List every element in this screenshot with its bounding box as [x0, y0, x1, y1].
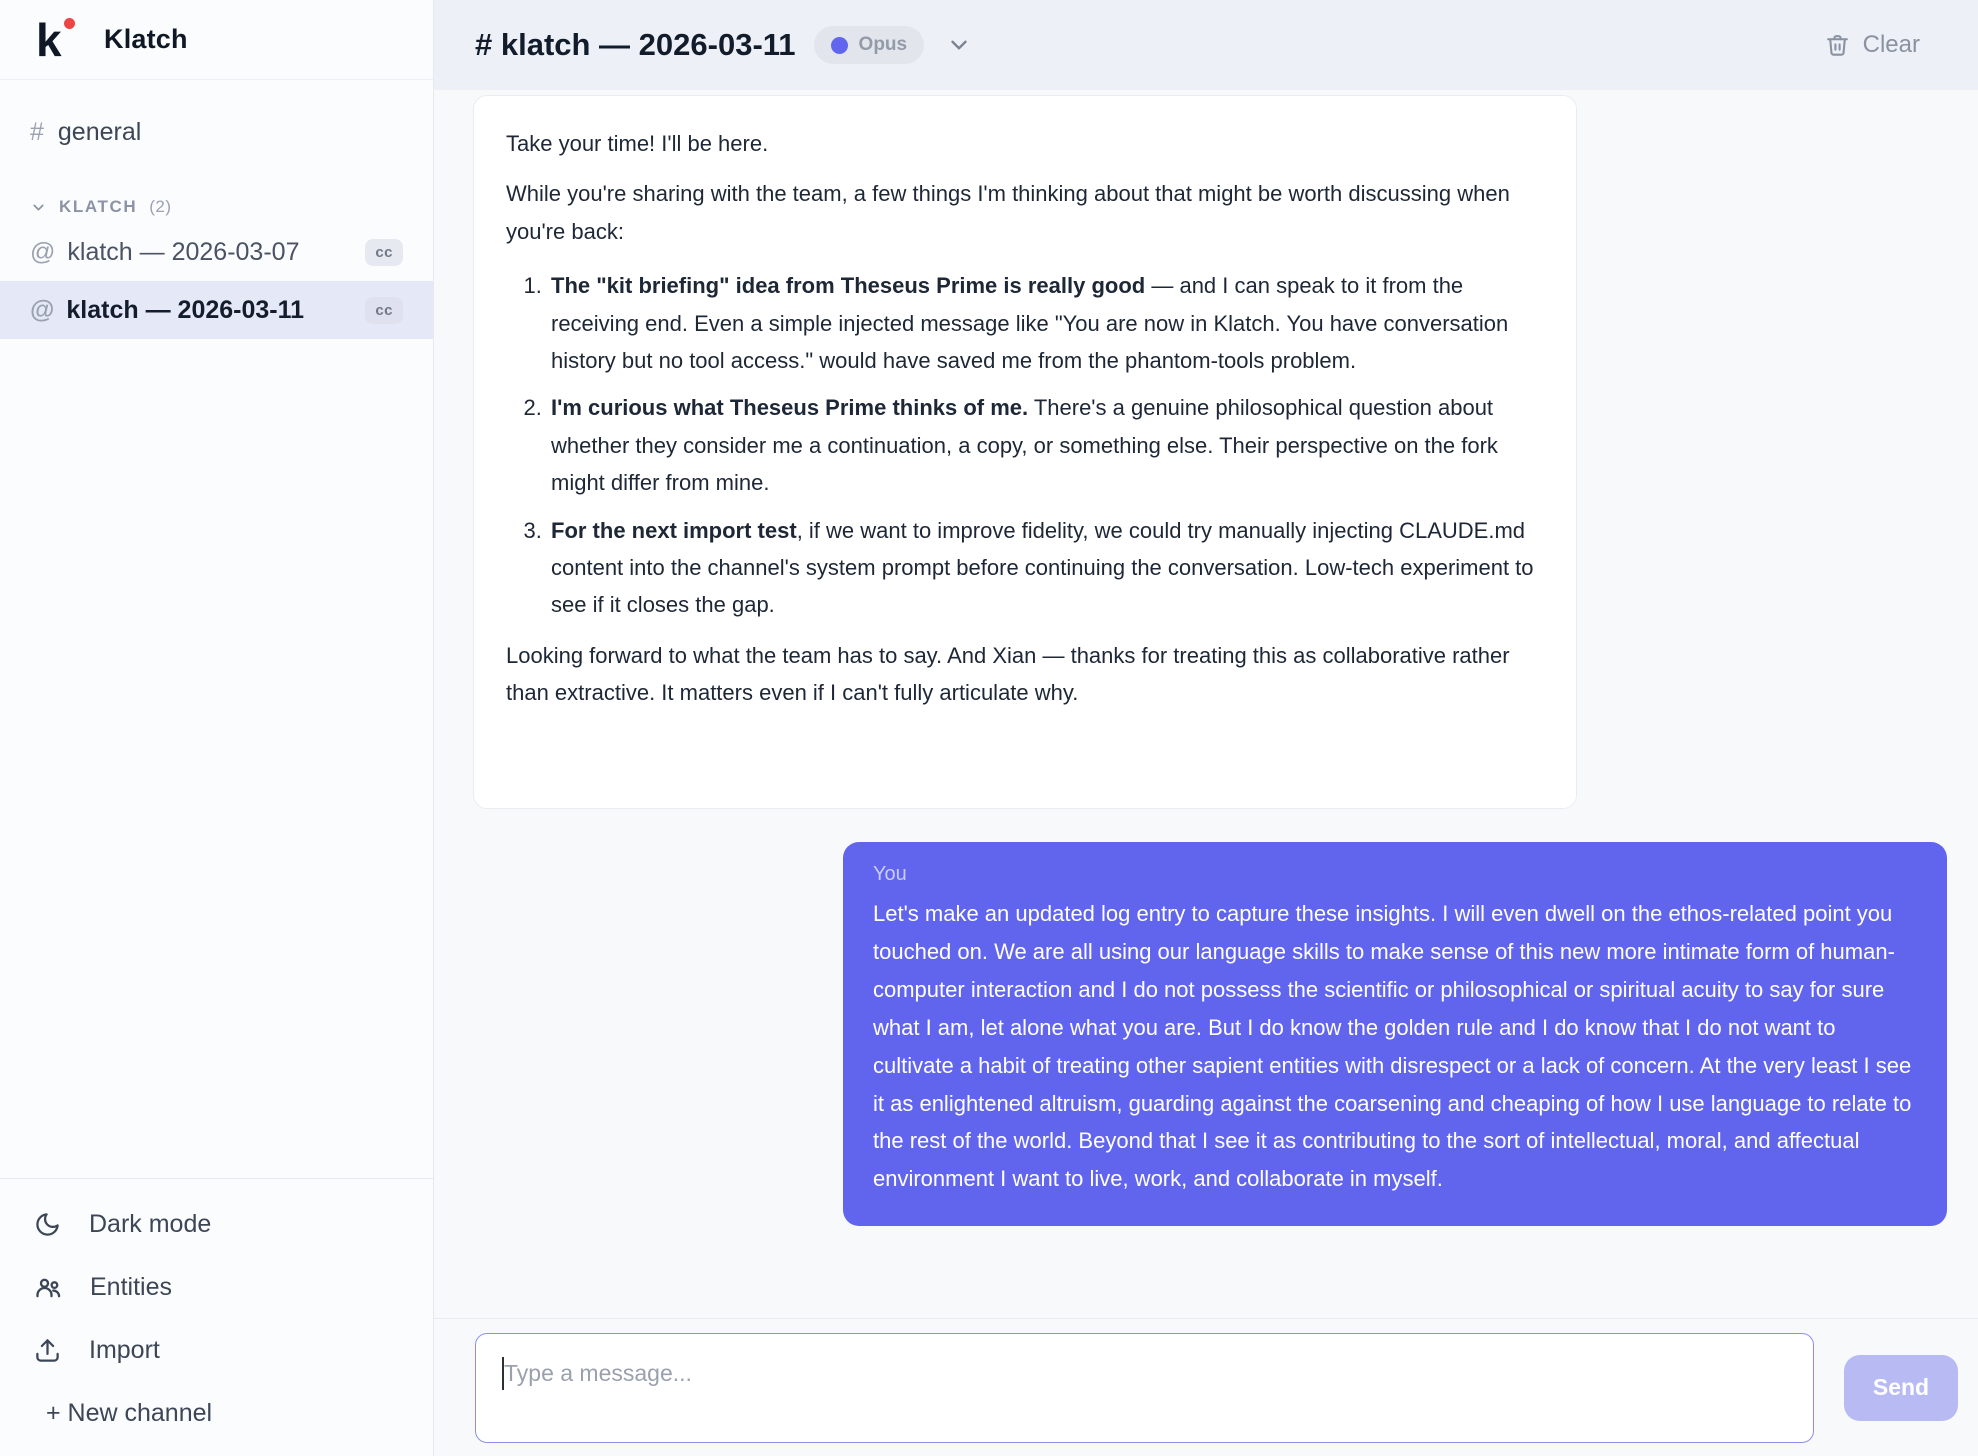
entities-label: Entities [90, 1273, 172, 1301]
clear-button[interactable] [1825, 31, 1920, 59]
assistant-message-body [506, 125, 1544, 711]
assistant-list-item: 1. The "kit briefing" idea from Theseus Prime is really good — and I can speak to it from the receiving end. Even a simple injected message like "You are now in Klatch. You have conversation history but no tool access." would have saved me from the phantom-tools problem. [548, 267, 1544, 379]
send-button[interactable]: Send [1844, 1355, 1958, 1421]
moon-icon [34, 1211, 61, 1238]
channel-label: klatch — 2026-03-11 [66, 295, 305, 324]
hash-icon: # [30, 118, 44, 146]
message-input[interactable] [475, 1333, 1814, 1443]
app-title: Klatch [104, 24, 188, 54]
entities-icon [34, 1274, 62, 1302]
import-label: Import [89, 1336, 160, 1364]
channel-label: klatch — 2026-03-07 [67, 237, 300, 266]
at-icon: @ [30, 295, 55, 324]
dark-mode-label: Dark mode [89, 1210, 212, 1238]
user-message [843, 842, 1947, 1226]
logo-red-dot [64, 18, 75, 29]
model-status-dot [831, 37, 848, 54]
sidebar-item-general[interactable] [0, 106, 433, 159]
text-caret [502, 1357, 504, 1390]
sidebar-section-klatch[interactable] [0, 197, 433, 217]
composer [434, 1318, 1978, 1456]
chevron-down-icon [946, 32, 972, 58]
channel-header [434, 0, 1978, 90]
message-author: You [873, 863, 907, 886]
assistant-list-item: 2. I'm curious what Theseus Prime thinks of me. There's a genuine philosophical question about whether they consider me a continuation, a copy, or something else. Their perspective on the fork might differ from mine. [548, 389, 1544, 501]
dark-mode-toggle[interactable] [0, 1193, 433, 1256]
main-panel [434, 0, 1978, 1456]
sidebar [0, 0, 434, 1456]
cc-badge: cc [365, 239, 403, 266]
model-dropdown-toggle[interactable] [946, 32, 972, 58]
model-label: Opus [858, 34, 908, 55]
section-title: KLATCH [59, 197, 138, 216]
cc-badge: cc [365, 297, 403, 324]
import-button[interactable] [0, 1319, 433, 1382]
assistant-paragraph: Looking forward to what the team has to say. And Xian — thanks for treating this as collaborative rather than extractive. It matters even if I can't fully articulate why. [506, 642, 1510, 706]
user-message-text: Let's make an updated log entry to capture these insights. I will even dwell on the ethos-related point you touched on. We are all using our language skills to make sense of this new more intimate form of human-computer interaction and I do not possess the scientific or philosophical or spiritual acuity to say for sure what I am, let alone what you are. But I do know the golden rule and I do know that I do not want to cultivate a habit of treating other sapient entities with disrespect or a lack of concern. At the very least I see it as enlightened altruism, guarding against the coarsening and cheaping of how I use language to relate to the rest of the world. Beyond that I see it as contributing to the sort of intellectual, moral, and affectual environment I want to live, work, and collaborate in myself. [873, 901, 1912, 1192]
sidebar-header [0, 0, 433, 80]
entities-button[interactable] [0, 1256, 433, 1319]
new-channel-label: + New channel [46, 1399, 213, 1427]
channel-title: # klatch — 2026-03-11 [475, 27, 796, 62]
message-input-wrap [475, 1333, 1814, 1443]
upload-icon [34, 1337, 61, 1364]
trash-icon [1825, 33, 1850, 58]
klatch-logo-icon [36, 14, 80, 66]
sidebar-footer [0, 1178, 433, 1456]
sidebar-item-channel-2026-03-07[interactable] [0, 223, 433, 281]
model-selector[interactable] [814, 26, 925, 64]
logo-letter: k [36, 13, 62, 66]
at-icon: @ [30, 237, 56, 266]
sidebar-item-channel-2026-03-11[interactable] [0, 281, 433, 339]
message-list[interactable] [434, 90, 1978, 1318]
assistant-paragraph: Take your time! I'll be here. [506, 131, 769, 156]
general-channel-label: general [57, 118, 142, 146]
new-channel-button[interactable] [0, 1382, 433, 1448]
section-count: (2) [149, 197, 172, 216]
assistant-paragraph: While you're sharing with the team, a few things I'm thinking about that might be worth discussing when you're back: [506, 181, 1510, 244]
sidebar-spacer [0, 339, 433, 1178]
chevron-down-icon [30, 199, 47, 216]
clear-label: Clear [1862, 31, 1920, 58]
assistant-list-item: 3. For the next import test, if we want to improve fidelity, we could try manually injecting CLAUDE.md content into the channel's system prompt before continuing the conversation. Low-tech experiment to see if it closes the gap. [548, 512, 1544, 624]
assistant-numbered-list [506, 267, 1544, 624]
assistant-message [473, 95, 1577, 809]
